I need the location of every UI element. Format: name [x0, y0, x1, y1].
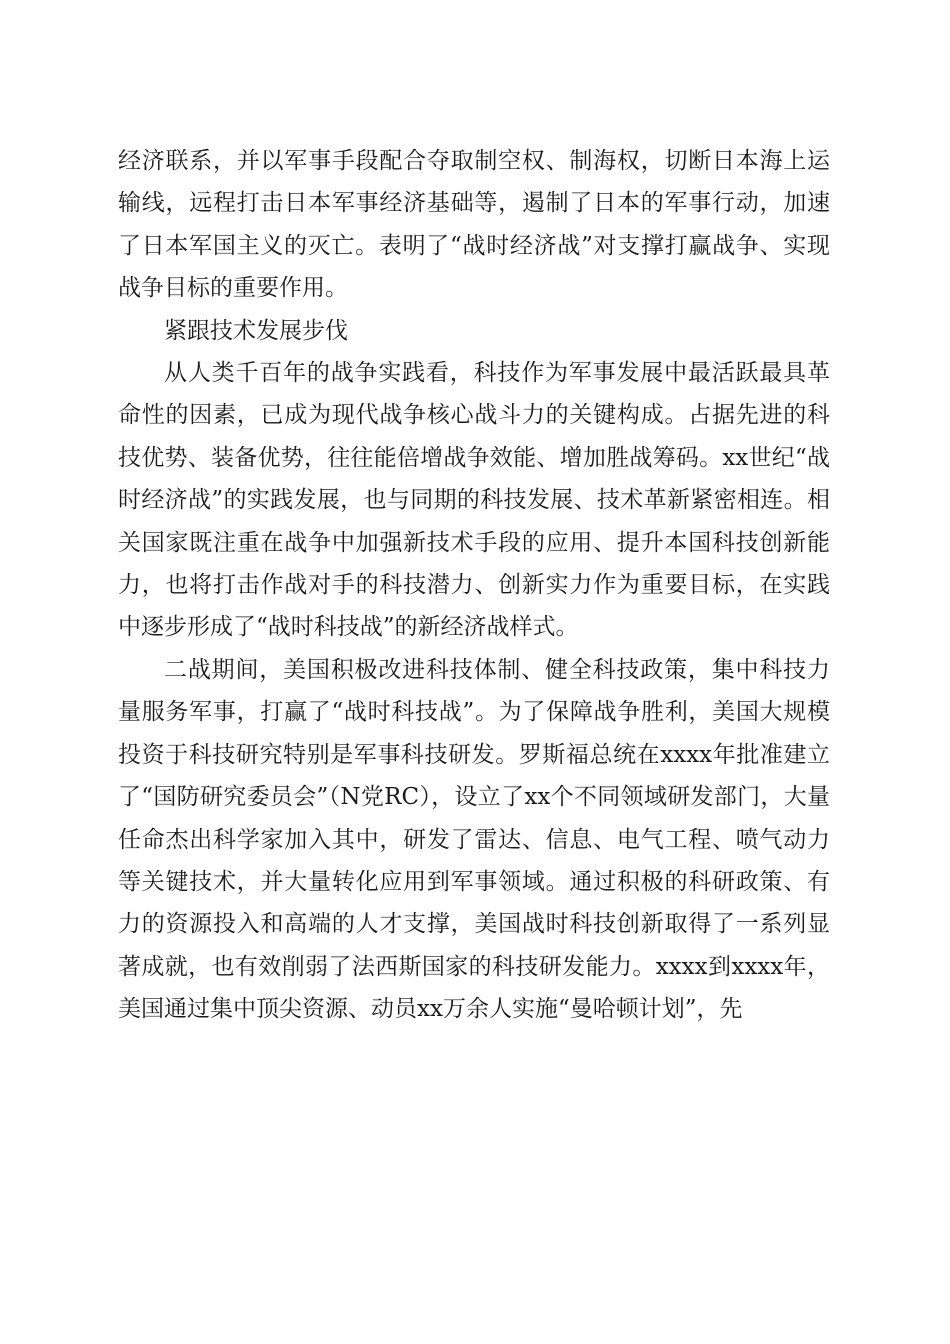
paragraph: 二战期间，美国积极改进科技体制、健全科技政策，集中科技力量服务军事，打赢了“战时科技战”。为了保障战争胜利，美国大规模投资于科技研究特别是军事科技研发。罗斯福总统在xxxx年批准建立了“国防研究委员会”（N党RC），设立了xx个不同领域研发部门，大量任命杰出科学家加入其中，研发了雷达、信息、电气工程、喷气动力等关键技术，并大量转化应用到军事领域。通过积极的科研政策、有力的资源投入和高端的人才支撑，美国战时科技创新取得了一系列显著成就，也有效削弱了法西斯国家的科技研发能力。xxxx到xxxx年，美国通过集中顶尖资源、动员xx万余人实施“曼哈顿计划”，先 — [118, 656, 830, 1023]
document-body — [118, 140, 830, 1031]
paragraph-continuation: 经济联系，并以军事手段配合夺取制空权、制海权，切断日本海上运输线，远程打击日本军事经济基础等，遏制了日本的军事行动，加速了日本军国主义的灭亡。表明了“战时经济战”对支撑打赢战争、实现战争目标的重要作用。 — [118, 148, 830, 302]
section-heading: 紧跟技术发展步伐 — [164, 317, 348, 344]
paragraph: 从人类千百年的战争实践看，科技作为军事发展中最活跃最具革命性的因素，已成为现代战争核心战斗力的关键构成。占据先进的科技优势、装备优势，往往能倍增战争效能、增加胜战筹码。xx世纪“战时经济战”的实践发展，也与同期的科技发展、技术革新紧密相连。相关国家既注重在战争中加强新技术手段的应用、提升本国科技创新能力，也将打击作战对手的科技潜力、创新实力作为重要目标，在实践中逐步形成了“战时科技战”的新经济战样式。 — [118, 360, 830, 641]
